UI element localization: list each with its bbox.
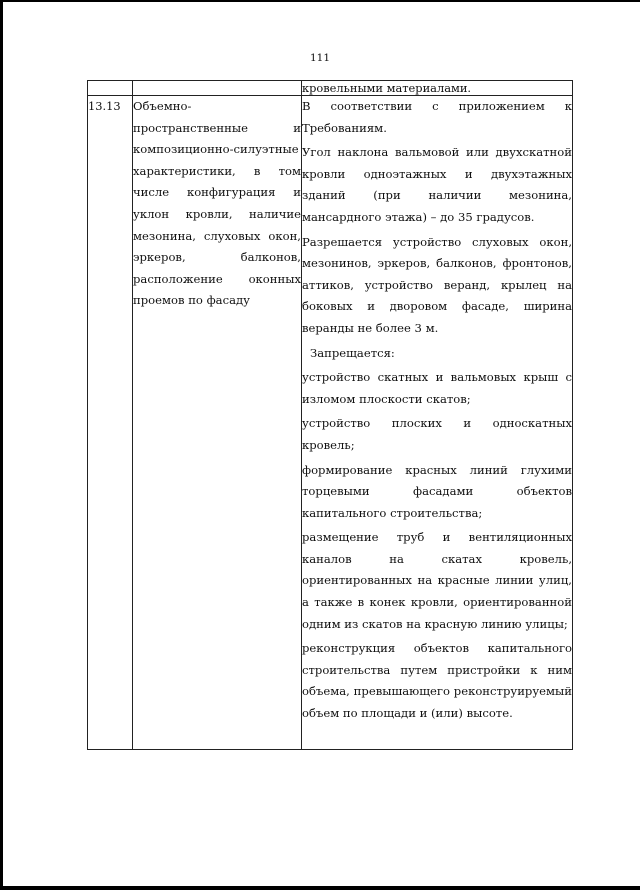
row-requirements [302, 96, 573, 750]
page-number: 111 [309, 52, 331, 64]
requirement-paragraph: формирование красных линий глухими торцевыми фасадами объектов капитального строительства; [302, 462, 572, 520]
requirement-paragraph: Угол наклона вальмовой или двухскатной кровли одноэтажных и двухэтажных зданий (при наличии мезонина, мансардного этажа) – до 35 градусов. [302, 145, 572, 224]
continuation-number-cell [88, 81, 133, 96]
continuation-characteristic-cell [133, 81, 302, 96]
requirement-heading: Запрещается: [310, 345, 395, 360]
requirement-paragraph: размещение труб и вентиляционных каналов на скатах кровель, ориентированных на красные линии улиц, а также в конек кровли, ориентированной одним из скатов на красную линию улицы; [302, 530, 572, 631]
row-number: 13.13 [88, 96, 133, 750]
row-characteristics: Объемно-пространственные и композиционно-силуэтные характеристики, в том числе конфигурация и уклон кровли, наличие мезонина, слуховых окон, эркеров, балконов, расположение оконных проемов по фасаду [133, 96, 302, 750]
continuation-text: кровельными материалами. [302, 81, 573, 96]
scan-border-top [0, 0, 640, 2]
requirement-paragraph: реконструкция объектов капитального строительства путем пристройки к ним объема, превышающего реконструируемый объем по площади и (или) высоте. [302, 641, 572, 721]
requirement-paragraph: Разрешается устройство слуховых окон, мезонинов, эркеров, балконов, фронтонов, аттиков, устройство веранд, крылец на боковых и дворовом фасаде, ширина веранды не более 3 м. [302, 234, 572, 335]
requirement-paragraph: устройство плоских и односкатных кровель; [302, 416, 572, 452]
table-row [88, 96, 573, 750]
requirements-table [87, 80, 573, 750]
scan-border-left [0, 0, 3, 890]
continuation-row [88, 81, 573, 96]
requirement-paragraph: В соответствии с приложением к Требованиям. [302, 99, 572, 135]
requirement-paragraph: устройство скатных и вальмовых крыш с изломом плоскости скатов; [302, 370, 572, 406]
scan-border-bottom [0, 886, 640, 890]
